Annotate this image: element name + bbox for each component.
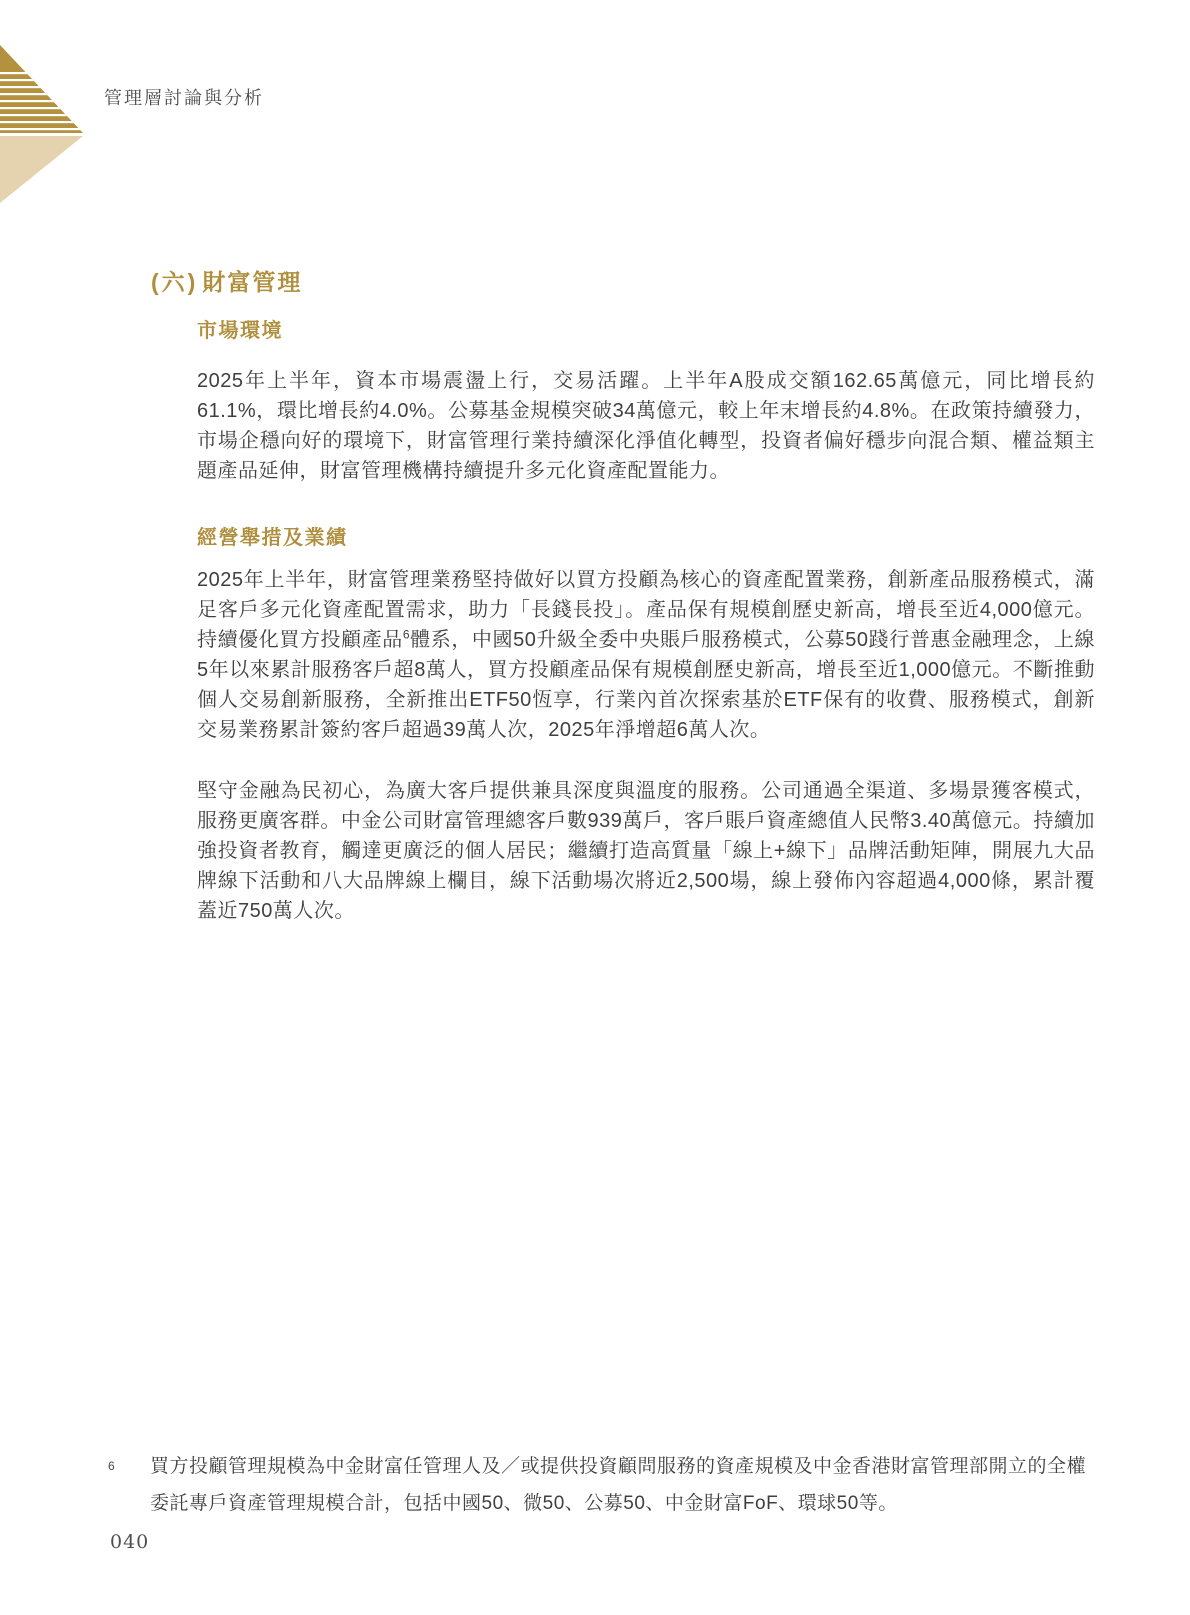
paragraph-operations-2: 堅守金融為民初心，為廣大客戶提供兼具深度與溫度的服務。公司通過全渠道、多場景獲客模式，服務更廣客群。中金公司財富管理總客戶數939萬戶，客戶賬戶資產總值人民幣3.40萬億元。持續加強投資者教育，觸達更廣泛的個人居民；繼續打造高質量「線上+線下」品牌活動矩陣，開展九大品牌線下活動和八大品牌線上欄目，線下活動場次將近2,500場，線上發佈內容超過4,000條，累計覆蓋近750萬人次。: [197, 780, 1095, 922]
page-number: 040: [110, 1531, 150, 1553]
section-title: 財富管理: [202, 269, 303, 295]
footnote-6-reference: 6: [402, 627, 411, 642]
paragraph-operations-1-text-after-note: 體系，中國50升級全委中央賬戶服務模式，公募50踐行普惠金融理念，上線5年以來累計服務客戶超8萬人，買方投顧產品保有規模創歷史新高，增長至近1,000億元。不斷推動個人交易創新服務，全新推出ETF50恆享，行業內首次探索基於ETF保有的收費、服務模式，創新交易業務累計簽約客戶超過39萬人次，2025年淨增超6萬人次。: [197, 629, 1095, 741]
footnote-6-text: 買方投顧管理規模為中金財富任管理人及／或提供投資顧問服務的資產規模及中金香港財富管理部開立的全權委託專戶資產管理規模合計，包括中國50、微50、公募50、中金財富FoF、環球50等。: [150, 1456, 1087, 1514]
paragraph-operations-1: [197, 565, 1095, 745]
subsection-heading-market-environment: 市場環境: [197, 320, 283, 342]
paragraph-operations-1-text-before-note: 2025年上半年，財富管理業務堅持做好以買方投顧為核心的資產配置業務，創新產品服務模式，滿足客戶多元化資產配置需求，助力「長錢長投」。產品保有規模創歷史新高，增長至近4,000億元。持續優化買方投顧產品: [197, 569, 1095, 651]
corner-triangle-decoration: [0, 45, 84, 203]
section-heading-wealth-management: [151, 264, 302, 297]
paragraph-market-environment: 2025年上半年，資本市場震盪上行，交易活躍。上半年A股成交額162.65萬億元，同比增長約61.1%，環比增長約4.0%。公募基金規模突破34萬億元，較上年末增長約4.8%。在政策持續發力，市場企穩向好的環境下，財富管理行業持續深化淨值化轉型，投資者偏好穩步向混合類、權益類主題產品延伸，財富管理機構持續提升多元化資產配置能力。: [197, 370, 1095, 482]
footnote-6-marker: 6: [108, 1459, 115, 1473]
page-title: 管理層討論與分析: [104, 88, 264, 109]
footnote-6: [108, 1448, 1086, 1522]
subsection-heading-operations-results: 經營舉措及業績: [197, 527, 348, 549]
section-number: (六): [151, 269, 199, 295]
